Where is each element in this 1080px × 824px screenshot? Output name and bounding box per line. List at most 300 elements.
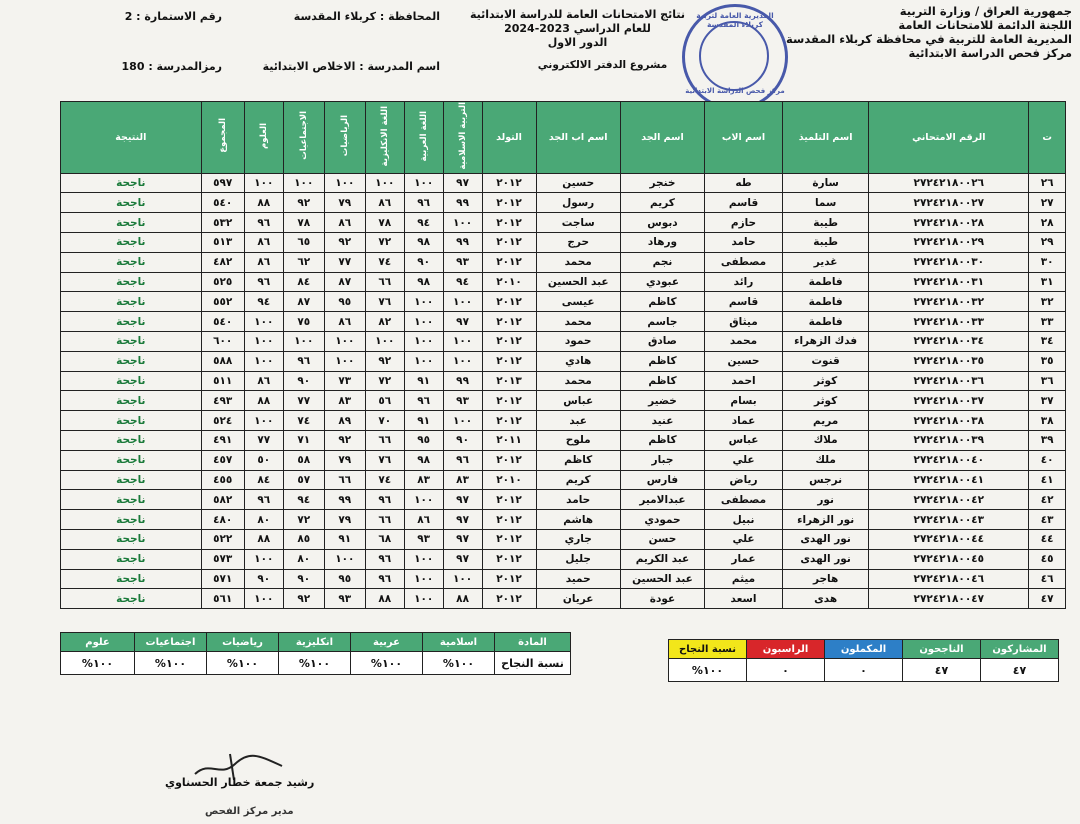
table-cell: ٢٠١٢ [482,331,536,351]
table-cell: ٥٥٢ [201,292,244,312]
table-cell: ٧٨ [365,213,404,233]
table-cell: حسين [536,173,620,193]
result-cell: ناجحة [61,470,202,490]
stat-header-participants: المشاركون [981,640,1059,659]
table-cell: ٧٥ [283,312,324,332]
table-cell: ٨٣ [443,470,482,490]
table-cell: ٩٠ [443,430,482,450]
table-row [61,589,1066,609]
table-cell: ٩١ [324,529,365,549]
table-cell: هادي [536,351,620,371]
table-cell: ٧٧ [244,430,283,450]
table-cell: ٩٥ [324,292,365,312]
table-cell: فاطمة [782,312,868,332]
stat-header-passed: الناجحون [903,640,981,659]
table-cell: ٩٦ [244,213,283,233]
header-line: اللجنة الدائمة للامتحانات العامة [898,18,1072,32]
col-header: المجموع [217,118,228,154]
subject-summary-header [61,633,571,652]
table-cell: ٩٩ [443,232,482,252]
table-cell: ٥٧٣ [201,549,244,569]
table-cell: رسول [536,193,620,213]
subject-summary-table [60,632,571,675]
table-cell: ٨٥ [283,529,324,549]
table-cell: ٣١ [1029,272,1066,292]
subject-pass-rate: ١٠٠% [135,652,207,675]
table-cell: دبوس [620,213,704,233]
table-cell: محمد [705,331,783,351]
table-cell: ٤٩٣ [201,391,244,411]
table-cell: ٨٩ [324,411,365,431]
table-cell: ٩٦ [244,490,283,510]
exam-number-cell: ٢٧٢٤٢١٨٠٠٣٤ [869,331,1029,351]
table-cell: ١٠٠ [365,331,404,351]
col-header: اللغة الانكليزية [379,105,390,167]
table-cell: ٩٠ [283,371,324,391]
col-header: اسم اب الجد [536,102,620,174]
signatory-name: رشيد جمعة خطار الحسناوي [165,776,315,789]
table-cell: ١٠٠ [404,331,443,351]
result-cell: ناجحة [61,430,202,450]
table-cell: ٣٣ [1029,312,1066,332]
table-cell: ٨٨ [244,391,283,411]
table-cell: ١٠٠ [365,173,404,193]
subject-header: عربية [351,633,423,652]
results-table [60,101,1066,609]
table-cell: ٧٦ [365,450,404,470]
table-cell: طه [705,173,783,193]
result-cell: ناجحة [61,589,202,609]
table-cell: ميثم [705,569,783,589]
table-cell: ٢٠١٢ [482,589,536,609]
table-cell: عباس [536,391,620,411]
table-row [61,470,1066,490]
col-header: اسم الجد [620,102,704,174]
table-cell: ٢٠١٢ [482,232,536,252]
table-cell: سارة [782,173,868,193]
table-cell: ٩٧ [443,549,482,569]
table-cell: ٨٣ [324,391,365,411]
table-row [61,292,1066,312]
table-cell: جاري [536,529,620,549]
table-cell: ٨٧ [283,292,324,312]
table-cell: ١٠٠ [404,173,443,193]
col-header: الاجتماعيات [298,111,309,161]
table-cell: مصطفى [705,252,783,272]
table-cell: قاسم [705,193,783,213]
exam-number-cell: ٢٧٢٤٢١٨٠٠٣٢ [869,292,1029,312]
exam-number-cell: ٢٧٢٤٢١٨٠٠٣٩ [869,430,1029,450]
table-cell: ٦٦ [324,470,365,490]
table-cell: علي [705,529,783,549]
table-cell: ٨٤ [244,470,283,490]
table-cell: ٩٧ [443,510,482,530]
table-cell: كريم [536,470,620,490]
table-cell: ٨٦ [244,371,283,391]
col-header: اسم التلميذ [782,102,868,174]
table-cell: ١٠٠ [443,331,482,351]
table-cell: حمود [536,331,620,351]
table-cell: ٥٦١ [201,589,244,609]
table-cell: احمد [705,371,783,391]
table-cell: نجم [620,252,704,272]
table-cell: ١٠٠ [404,569,443,589]
table-cell: ٨٨ [443,589,482,609]
result-cell: ناجحة [61,331,202,351]
table-cell: ٩٧ [443,173,482,193]
table-cell: عبد الحسين [536,272,620,292]
table-row [61,569,1066,589]
table-cell: ٦٦ [365,430,404,450]
table-cell: ١٠٠ [324,351,365,371]
table-cell: ٩٣ [443,252,482,272]
exam-number-cell: ٢٧٢٤٢١٨٠٠٢٦ [869,173,1029,193]
exam-number-cell: ٢٧٢٤٢١٨٠٠٢٧ [869,193,1029,213]
table-cell: نور الزهراء [782,510,868,530]
table-cell: ٩٨ [404,272,443,292]
exam-number-cell: ٢٧٢٤٢١٨٠٠٤٧ [869,589,1029,609]
table-row [61,510,1066,530]
table-cell: ١٠٠ [244,411,283,431]
table-row [61,371,1066,391]
stats-summary-table [668,639,1059,682]
subject-header: رياضيات [207,633,279,652]
table-cell: ٥٨٨ [201,351,244,371]
table-cell: ٧٧ [324,252,365,272]
table-cell: كاظم [620,351,704,371]
result-cell: ناجحة [61,351,202,371]
table-cell: ٨٠ [283,549,324,569]
table-cell: ٤١ [1029,470,1066,490]
table-row [61,331,1066,351]
table-cell: ٩٦ [365,569,404,589]
exam-number-cell: ٢٧٢٤٢١٨٠٠٣٣ [869,312,1029,332]
result-cell: ناجحة [61,312,202,332]
table-cell: طيبة [782,213,868,233]
table-cell: ٥٦ [365,391,404,411]
stat-value-complementary: ٠ [825,659,903,682]
table-cell: عمار [705,549,783,569]
stat-header-complementary: المكملون [825,640,903,659]
table-cell: ١٠٠ [404,351,443,371]
table-cell: ٧٤ [365,252,404,272]
table-cell: ٩٩ [443,371,482,391]
table-cell: ٩٤ [244,292,283,312]
table-row [61,490,1066,510]
table-cell: ٣٥ [1029,351,1066,371]
pass-rate-label: نسبة النجاح [495,652,571,675]
table-cell: ٧٢ [283,510,324,530]
table-cell: ٢٦ [1029,173,1066,193]
result-cell: ناجحة [61,292,202,312]
table-cell: محمد [536,312,620,332]
table-cell: ١٠٠ [404,312,443,332]
table-row [61,252,1066,272]
table-cell: رائد [705,272,783,292]
table-cell: ٣٢ [1029,292,1066,312]
table-cell: كريم [620,193,704,213]
table-row [61,430,1066,450]
table-cell: ٣٨ [1029,411,1066,431]
subject-header: المادة [495,633,571,652]
table-cell: ٩٥ [324,569,365,589]
school-code-label: رمزالمدرسة : 180 [121,60,222,73]
table-cell: نرجس [782,470,868,490]
table-cell: ٥٢٤ [201,411,244,431]
subject-header: انكليزية [279,633,351,652]
table-cell: ٤٨٢ [201,252,244,272]
table-cell: ٥١١ [201,371,244,391]
subject-pass-rate: ١٠٠% [207,652,279,675]
table-cell: ٢٠١٢ [482,510,536,530]
exam-number-cell: ٢٧٢٤٢١٨٠٠٤٥ [869,549,1029,569]
table-cell: ١٠٠ [443,292,482,312]
table-cell: عبد [536,411,620,431]
result-cell: ناجحة [61,450,202,470]
table-cell: ساجت [536,213,620,233]
table-cell: ٢٠١٢ [482,173,536,193]
table-cell: بسام [705,391,783,411]
col-header: اسم الاب [705,102,783,174]
table-cell: ٩٢ [324,430,365,450]
table-cell: ٩٠ [244,569,283,589]
table-row [61,391,1066,411]
table-cell: ٢٠١٢ [482,252,536,272]
table-cell: حازم [705,213,783,233]
exam-number-cell: ٢٧٢٤٢١٨٠٠٣٧ [869,391,1029,411]
table-cell: مريم [782,411,868,431]
col-header: النتيجة [61,102,202,174]
table-cell: ٨٨ [365,589,404,609]
table-cell: ٢٠١٢ [482,411,536,431]
table-cell: فاطمة [782,292,868,312]
table-cell: ٩٦ [404,391,443,411]
table-cell: ٩٢ [365,351,404,371]
stamp-text-bottom: مركز فحص الدراسة الابتدائية [685,87,785,95]
table-cell: ٣٩ [1029,430,1066,450]
title-line: الدور الاول [547,36,608,49]
subject-pass-rate: ١٠٠% [61,652,135,675]
table-cell: خنجر [620,173,704,193]
table-cell: مصطفى [705,490,783,510]
table-cell: ملاك [782,430,868,450]
subject-pass-rate: ١٠٠% [279,652,351,675]
stamp-inner-ring [699,21,769,91]
table-cell: ١٠٠ [324,549,365,569]
stat-value-participants: ٤٧ [981,659,1059,682]
result-cell: ناجحة [61,173,202,193]
table-cell: ١٠٠ [283,173,324,193]
province-label: المحافظة : كربلاء المقدسة [293,10,440,23]
exam-number-cell: ٢٧٢٤٢١٨٠٠٤٢ [869,490,1029,510]
subject-header: اجتماعيات [135,633,207,652]
table-cell: ٧٢ [365,232,404,252]
table-cell: ٩٤ [443,272,482,292]
table-cell: ١٠٠ [404,589,443,609]
table-row [61,529,1066,549]
table-cell: ٥٢٥ [201,272,244,292]
table-cell: هدى [782,589,868,609]
table-cell: ١٠٠ [443,351,482,371]
subject-summary-values [61,652,571,675]
table-cell: حسن [620,529,704,549]
table-cell: ٩١ [404,411,443,431]
table-row [61,213,1066,233]
table-cell: ٢٠١٢ [482,391,536,411]
table-cell: صادق [620,331,704,351]
table-cell: كاظم [620,371,704,391]
col-header: التولد [482,102,536,174]
table-cell: ١٠٠ [283,331,324,351]
table-cell: ٢٠١٠ [482,470,536,490]
table-row [61,312,1066,332]
table-cell: ٩٧ [443,490,482,510]
subject-pass-rate: ١٠٠% [351,652,423,675]
table-cell: ٩٣ [324,589,365,609]
table-cell: ٤٣ [1029,510,1066,530]
table-cell: كاظم [620,430,704,450]
table-cell: ٥٣٢ [201,213,244,233]
table-cell: ١٠٠ [244,351,283,371]
result-cell: ناجحة [61,529,202,549]
table-cell: ٩٤ [404,213,443,233]
table-cell: ٩٧ [443,529,482,549]
table-cell: ٤٥٧ [201,450,244,470]
table-cell: ٧٤ [365,470,404,490]
table-cell: ٤٦ [1029,569,1066,589]
table-cell: ٥٢٢ [201,529,244,549]
table-cell: ملك [782,450,868,470]
table-cell: سما [782,193,868,213]
exam-number-cell: ٢٧٢٤٢١٨٠٠٢٨ [869,213,1029,233]
table-cell: محمد [536,371,620,391]
exam-number-cell: ٢٧٢٤٢١٨٠٠٢٩ [869,232,1029,252]
table-row [61,232,1066,252]
exam-number-cell: ٢٧٢٤٢١٨٠٠٣٠ [869,252,1029,272]
stat-value-failed: ٠ [747,659,825,682]
table-cell: ٩٩ [324,490,365,510]
table-cell: ٨٢ [365,312,404,332]
exam-number-cell: ٢٧٢٤٢١٨٠٠٣١ [869,272,1029,292]
table-cell: ٩٨ [404,232,443,252]
table-cell: نور [782,490,868,510]
table-cell: ٨٣ [404,470,443,490]
table-cell: ٩٦ [404,193,443,213]
table-cell: ٤٥ [1029,549,1066,569]
table-cell: عنيد [620,411,704,431]
table-cell: ٧٨ [283,213,324,233]
table-row [61,272,1066,292]
table-cell: حامد [536,490,620,510]
table-cell: ١٠٠ [324,173,365,193]
table-cell: ١٠٠ [244,589,283,609]
table-cell: ٢٠١٢ [482,490,536,510]
table-cell: ٩٧ [443,312,482,332]
title-line: للعام الدراسي 2023-2024 [504,22,651,35]
table-cell: اسعد [705,589,783,609]
table-cell: عبودي [620,272,704,292]
table-cell: ٩٩ [443,193,482,213]
stat-header-failed: الراسبون [747,640,825,659]
table-cell: ٩٠ [283,569,324,589]
result-cell: ناجحة [61,272,202,292]
table-cell: عودة [620,589,704,609]
table-cell: نور الهدى [782,549,868,569]
title-line: نتائج الامتحانات العامة للدراسة الابتدائية [469,8,685,21]
table-cell: ٧١ [283,430,324,450]
table-cell: ٥٤٠ [201,312,244,332]
table-cell: فارس [620,470,704,490]
subject-header: علوم [61,633,135,652]
table-row [61,411,1066,431]
result-cell: ناجحة [61,510,202,530]
table-cell: ٢٠١١ [482,430,536,450]
table-cell: ٣٤ [1029,331,1066,351]
table-cell: ورهاد [620,232,704,252]
table-cell: عبد الحسين [620,569,704,589]
table-cell: ١٠٠ [443,569,482,589]
table-cell: ١٠٠ [244,549,283,569]
table-cell: جبار [620,450,704,470]
table-cell: ٩٦ [365,490,404,510]
col-header: ت [1029,102,1066,174]
table-cell: ١٠٠ [244,173,283,193]
table-cell: ٩٢ [283,589,324,609]
result-cell: ناجحة [61,193,202,213]
table-cell: ٨٧ [324,272,365,292]
table-cell: ٨٦ [324,213,365,233]
table-cell: ٧٧ [283,391,324,411]
table-cell: ٢٠١٢ [482,213,536,233]
table-cell: ٩١ [404,371,443,391]
table-cell: ٩٨ [404,450,443,470]
table-cell: كوثر [782,391,868,411]
stat-value-pass-rate: ١٠٠% [669,659,747,682]
table-cell: حسين [705,351,783,371]
header-line: جمهورية العراق / وزارة التربية [899,4,1072,18]
exam-number-cell: ٢٧٢٤٢١٨٠٠٤٣ [869,510,1029,530]
table-cell: رياض [705,470,783,490]
table-cell: طيبة [782,232,868,252]
table-cell: ٣٦ [1029,371,1066,391]
table-cell: ٨٦ [244,232,283,252]
exam-number-cell: ٢٧٢٤٢١٨٠٠٤١ [869,470,1029,490]
table-cell: ٢٠١٢ [482,450,536,470]
project-label: مشروع الدفتر الالكتروني [537,59,668,71]
table-cell: ٨٤ [283,272,324,292]
table-cell: قنوت [782,351,868,371]
table-cell: ٩٥ [404,430,443,450]
table-cell: ٦٥ [283,232,324,252]
table-cell: نور الهدى [782,529,868,549]
header-line: المديرية العامة للتربية في محافظة كربلاء المقدسة [786,32,1072,46]
result-cell: ناجحة [61,549,202,569]
ministry-header [786,4,1072,60]
table-cell: ٤٤ [1029,529,1066,549]
table-cell: ٥٧١ [201,569,244,589]
exam-number-cell: ٢٧٢٤٢١٨٠٠٣٦ [869,371,1029,391]
table-cell: ٧٩ [324,510,365,530]
table-cell: ٩٦ [283,351,324,371]
col-header: التربية الاسلامية [457,102,468,170]
table-cell: علي [705,450,783,470]
table-cell: ٧٠ [365,411,404,431]
table-cell: ٢٠١٢ [482,569,536,589]
table-cell: ١٠٠ [244,312,283,332]
col-header: الرقم الامتحاني [869,102,1029,174]
table-cell: ٨٨ [244,193,283,213]
table-cell: ٧٩ [324,193,365,213]
